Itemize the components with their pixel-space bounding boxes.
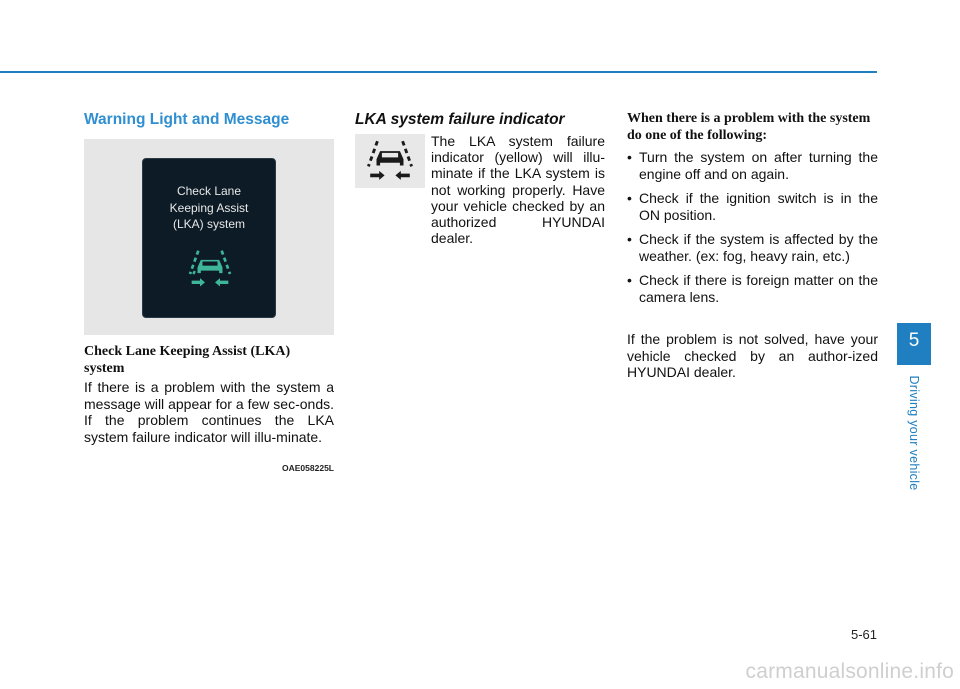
list-item: • Turn the system on after turning the engine off and on again. [627, 149, 878, 182]
display-message-line: Keeping Assist [169, 200, 249, 215]
cluster-display-screen [142, 158, 276, 318]
display-message-line: (LKA) system [172, 217, 245, 231]
section-heading: Warning Light and Message [84, 111, 290, 128]
list-item: • Check if there is foreign matter on the camera lens. [627, 272, 878, 305]
troubleshooting-heading: When there is a problem with the system do one of the following: [627, 111, 871, 143]
message-body: If there is a problem with the system a message will appear for a few sec-onds. If the problem continues the LKA system failure indicator will illu-minate. [84, 379, 334, 445]
header-rule [0, 71, 877, 73]
figure-code: OAE058225L [282, 463, 334, 473]
closing-paragraph: If the problem is not solved, have your vehicle checked by an author-ized HYUNDAI dealer. [627, 331, 878, 380]
chapter-title: Driving your vehicle [907, 375, 921, 491]
message-heading: Check Lane Keeping Assist (LKA) system [84, 344, 291, 376]
lka-failure-indicator-icon [363, 139, 417, 183]
page-number: 5-61 [850, 627, 877, 642]
list-item: • Check if the ignition switch is in the ON position. [627, 190, 878, 223]
indicator-description: The LKA system failure indicator (yellow) will illu-minate if the LKA system is not working properly. Have your vehicle checked by an authorized HYUNDAI dealer. [431, 133, 605, 247]
indicator-figure [355, 134, 425, 188]
chapter-tab [897, 323, 931, 365]
list-item: • Check if the system is affected by the weather. (ex: fog, heavy rain, etc.) [627, 231, 878, 264]
section-heading: LKA system failure indicator [355, 111, 565, 128]
chapter-number: 5 [908, 330, 920, 351]
lka-indicator-icon [185, 249, 235, 289]
display-message [143, 183, 275, 233]
watermark: carmanualsonline.info [745, 660, 954, 683]
troubleshooting-list [627, 149, 878, 313]
display-message-line: Check Lane [176, 184, 242, 198]
